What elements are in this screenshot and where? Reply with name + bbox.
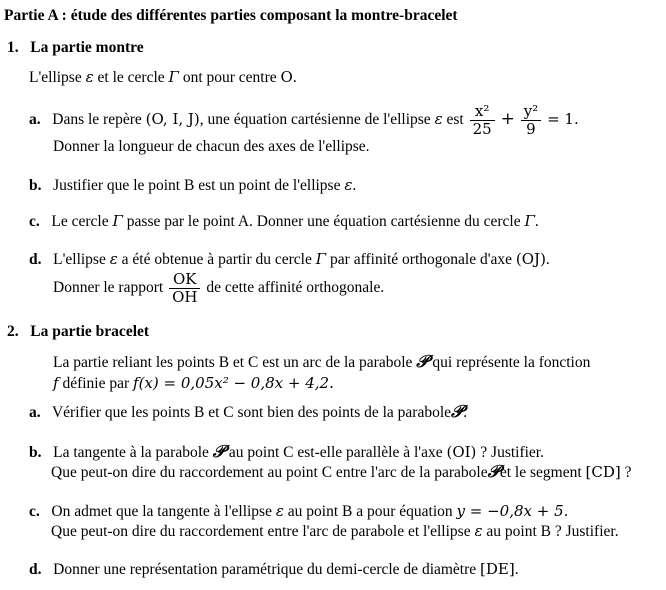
question-2c: [29, 501, 568, 522]
parabola-symbol: 𝒫: [212, 442, 226, 462]
text: La partie reliant les points B et C est un arc de la parabole: [53, 354, 413, 371]
parabola-symbol: 𝒫: [416, 352, 429, 372]
text: qui représente la fonction: [432, 354, 591, 371]
heading: Partie A : étude des différentes parties composant la montre-bracelet: [4, 7, 458, 24]
question-2c-line2: [51, 521, 619, 542]
text: Dans le repère: [52, 111, 142, 128]
text: Donner une représentation paramétrique du demi-cercle de diamètre: [53, 561, 477, 578]
axis-oi: (OI): [446, 443, 477, 461]
epsilon-symbol: ε: [434, 110, 443, 128]
fraction-numerator: y²: [521, 103, 542, 121]
text: définie par: [62, 375, 130, 392]
section-2-number: 2.: [7, 323, 19, 340]
gamma-symbol: Γ: [168, 68, 179, 86]
text: Vérifier que les points B et C sont bien des points de la parabole: [51, 404, 452, 421]
text: La tangente à la parabole: [53, 444, 209, 461]
text: au point B ? Justifier.: [486, 523, 619, 540]
text: ? Justifier.: [480, 444, 544, 461]
text: ?: [624, 464, 632, 481]
epsilon-symbol: ε: [275, 502, 284, 520]
text: On admet que la tangente à l'ellipse: [51, 503, 272, 520]
epsilon-symbol: ε: [474, 522, 483, 540]
question-label: d.: [29, 251, 42, 268]
repere: (O, I, J): [145, 110, 200, 128]
text: passe par le point A. Donner une équation cartésienne du cercle: [126, 213, 521, 230]
text: Que peut-on dire du raccordement au point C entre l'arc de la parabole: [51, 464, 488, 481]
gamma-symbol: Γ: [315, 250, 327, 268]
question-label: d.: [29, 561, 42, 578]
question-label: b.: [29, 444, 42, 461]
text: , une équation cartésienne de l'ellipse: [199, 111, 431, 128]
gamma-symbol: Γ: [524, 212, 535, 230]
gamma-symbol: Γ: [112, 212, 123, 230]
fraction-ok-oh: [169, 271, 200, 306]
fraction-denominator: OH: [172, 287, 198, 306]
question-2a: [29, 402, 467, 423]
text: ont pour centre: [182, 69, 277, 86]
text: Justifier que le point B est un point de l'ellipse: [53, 177, 341, 194]
text: Que peut-on dire du raccordement entre l'arc de parabole et l'ellipse: [51, 523, 471, 540]
text: est: [446, 111, 464, 128]
text: au point B a pour équation: [287, 503, 453, 520]
text: L'ellipse: [29, 69, 82, 86]
question-1a-line2: Donner la longueur de chacun des axes de l'ellipse.: [53, 138, 370, 155]
question-1a: [29, 98, 579, 141]
question-2d: [29, 559, 519, 580]
equation-rhs: = 1.: [547, 110, 579, 128]
question-1b: [29, 175, 356, 196]
section-2-intro: [53, 352, 590, 373]
section-1-title: [7, 38, 144, 58]
question-label: c.: [29, 213, 40, 230]
text: .: [292, 69, 297, 86]
section-2-heading: La partie bracelet: [30, 323, 150, 340]
parabola-symbol: 𝒫: [487, 462, 500, 482]
text: Le cercle: [51, 213, 109, 230]
fraction-y2-9: [521, 103, 542, 138]
function-equation: f(x) = 0,05x² − 0,8x + 4,2.: [133, 374, 334, 392]
text: .: [514, 561, 519, 578]
question-label: a.: [29, 111, 41, 128]
text: .: [463, 404, 468, 421]
question-label: b.: [29, 177, 42, 194]
fraction-x2-25: [470, 103, 495, 138]
axis-oj: (OJ): [515, 250, 546, 268]
question-1d-line2: [53, 266, 384, 310]
question-2b: [29, 442, 544, 463]
text: et le cercle: [97, 69, 165, 86]
epsilon-symbol: ε: [85, 68, 94, 86]
parabola-symbol: 𝒫: [451, 402, 464, 422]
point-o: O: [280, 68, 293, 86]
fraction-denominator: 9: [526, 119, 536, 138]
section-2-title: [7, 322, 149, 342]
tangent-equation: y = −0,8x + 5.: [456, 502, 569, 520]
fraction-numerator: OK: [169, 271, 200, 289]
question-2b-line2: [51, 462, 632, 483]
question-label: a.: [29, 404, 41, 421]
question-1c: [29, 211, 539, 232]
text: au point C est-elle parallèle à l'axe: [228, 444, 443, 461]
function-f: f: [53, 374, 59, 392]
text: L'ellipse: [53, 251, 106, 268]
question-label: c.: [29, 503, 40, 520]
text: et le segment: [499, 464, 582, 481]
text: a été obtenue à partir du cercle: [121, 251, 312, 268]
fraction-numerator: x²: [470, 103, 495, 121]
fraction-denominator: 25: [472, 119, 492, 138]
text: de cette affinité orthogonale.: [206, 279, 385, 296]
text: Donner le rapport: [53, 279, 164, 296]
segment-cd: [CD]: [585, 463, 621, 481]
section-1-number: 1.: [7, 39, 19, 56]
section-1-heading: La partie montre: [30, 39, 144, 56]
plus-sign: +: [500, 109, 515, 129]
segment-de: [DE]: [480, 560, 515, 578]
section-2-intro-line2: [53, 373, 334, 394]
section-1-intro: [29, 67, 297, 88]
text: .: [545, 251, 550, 268]
epsilon-symbol: ε: [109, 250, 118, 268]
text: .: [534, 213, 539, 230]
text: par affinité orthogonale d'axe: [330, 251, 513, 268]
text: .: [352, 177, 357, 194]
epsilon-symbol: ε: [344, 176, 353, 194]
